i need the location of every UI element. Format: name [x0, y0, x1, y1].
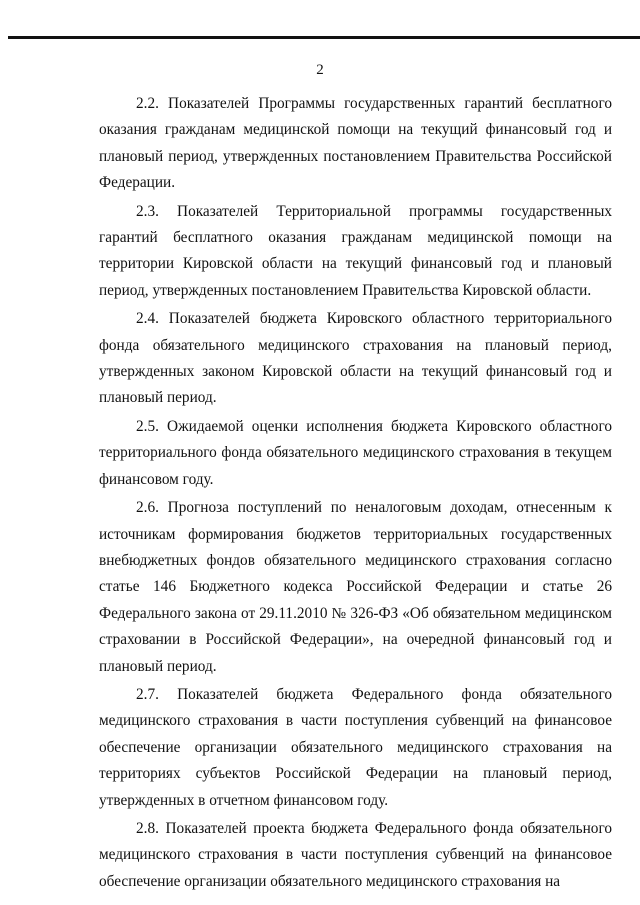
- paragraph-2-7: 2.7. Показателей бюджета Федерального фонда обязательного медицинского страхования в части поступления субвенций на финансовое обеспечение организации обязательного медицинского страхования на территориях субъектов Российской Федерации на плановый период, утвержденных в отчетном финансовом году.: [99, 685, 612, 809]
- paragraph-2-4: 2.4. Показателей бюджета Кировского областного территориального фонда обязательного медицинского страхования на плановый период, утвержденных законом Кировской области на текущий финансовый год и плановый период.: [99, 310, 612, 407]
- paragraph-2-2: 2.2. Показателей Программы государственных гарантий бесплатного оказания гражданам медицинской помощи на текущий финансовый год и плановый период, утвержденных постановлением Правительства Российской Федерации.: [99, 95, 612, 192]
- page-number: 2: [316, 62, 324, 78]
- paragraph-2-8: 2.8. Показателей проекта бюджета Федерального фонда обязательного медицинского страхования в части поступления субвенций на финансовое обеспечение организации обязательного медицинского страхования на: [99, 819, 612, 890]
- paragraph-2-6: 2.6. Прогноза поступлений по неналоговым доходам, отнесенным к источникам формирования бюджетов территориальных государственных внебюджетных фондов обязательного медицинского страхования согласно статье 146 Бюджетного кодекса Российской Федерации и статье 26 Федерального закона от 29.11.2010 № 326-ФЗ «Об обязательном медицинском страховании в Российской Федерации», на очередной финансовый год и плановый период.: [99, 499, 612, 675]
- top-rule: [8, 36, 640, 39]
- paragraph-2-5: 2.5. Ожидаемой оценки исполнения бюджета Кировского областного территориального фонда обязательного медицинского страхования в текущем финансовом году.: [99, 417, 612, 488]
- document-body: [99, 91, 612, 897]
- paragraph-2-3: 2.3. Показателей Территориальной программы государственных гарантий бесплатного оказания гражданам медицинской помощи на территории Кировской области на текущий финансовый год и плановый период, утвержденных постановлением Правительства Кировской области.: [99, 202, 612, 299]
